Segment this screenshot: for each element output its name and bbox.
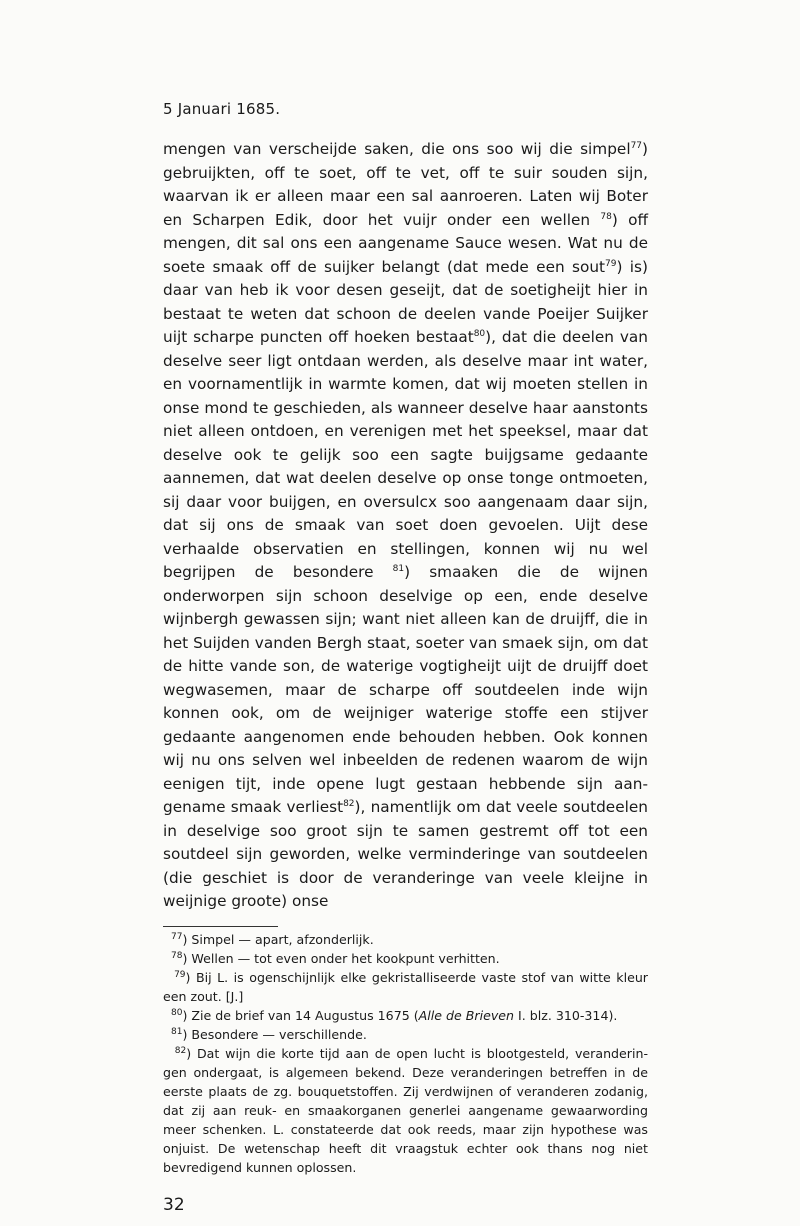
footnote-81 (163, 1025, 648, 1044)
footnote-ref[interactable]: 80 (473, 328, 486, 339)
footnote-mark: 80 (171, 1007, 183, 1018)
footnote-ref[interactable]: 77 (630, 140, 643, 151)
page (163, 100, 648, 1215)
footnote-mark: 78 (171, 950, 183, 961)
footnote-text: ) Wellen — tot even onder het kookpunt verhitten. (182, 950, 500, 966)
footnote-mark: 79 (174, 969, 186, 980)
footnote-ref[interactable]: 81 (392, 563, 405, 574)
text-segment: mengen van verscheijde saken, die ons soo wij die simpel (163, 140, 631, 158)
footnote-82 (163, 1044, 648, 1177)
footnote-mark: 77 (171, 931, 183, 942)
footnote-ref[interactable]: 78 (600, 211, 612, 222)
main-text (163, 138, 648, 914)
footnote-ref[interactable]: 82 (343, 798, 355, 809)
text-segment: ) gebruijkten, off te soet, off te vet, off te suir souden sijn, waarvan ik er alleen maar een sal aanroeren. Laten wij Boter en Scharpen Edik, door het vuijr onder een wellen (163, 140, 648, 229)
footnote-text: ) Bij L. is ogenschijnlijk elke gekristalliseerde vaste stof van witte kleur een zout. [J.] (163, 969, 648, 1004)
footnote-text: I. blz. 310-314). (514, 1007, 618, 1023)
page-number: 32 (163, 1194, 185, 1215)
text-segment: ), dat die deelen van deselve seer ligt ontdaan werden, als deselve maar int water, en voornamentlijk in warmte komen, dat wij moeten stellen in onse mond te geschieden, als wanneer deselve haar aanstonts niet alleen ontdoen, en verenigen met het speeksel, maar dat deselve ook te gelijk soo een sagte buijgsame gedaante aannemen, dat wat deelen deselve op onse tonge ontmoeten, sij daar voor buijgen, en oversulcx soo aangenaam daar sijn, dat sij ons de smaak van soet doen gevoelen. Uijt dese verhaalde observatien en stellingen, konnen wij nu wel begrijpen de besondere (163, 328, 648, 581)
footnote-text: ) Simpel — apart, afzonderlijk. (182, 931, 374, 947)
running-head-date: 5 Januari 1685. (163, 100, 281, 118)
footnote-77 (163, 930, 648, 949)
text-segment: ) smaaken die de wijnen onderworpen sijn schoon deselvige op een, ende deselve wijnbergh gewassen sijn; want niet alleen kan de druijff, die in het Suijden vanden Bergh staat, soeter van smaek sijn, om dat de hitte vande son, de waterige vogtigheijt uijt de druijff doet wegwasemen, maar de scharpe off soutdeelen inde wijn konnen ook, om de weijniger waterige stoffe een stijver gedaante aangenomen ende behouden hebben. Ook konnen wij nu ons selven wel inbeelden de redenen waarom de wijn eenigen tijt, inde opene lugt gestaan hebbende sijn aan- gename smaak verliest (163, 563, 648, 816)
text-segment: ) is) daar van heb ik voor desen geseijt, dat de soetigheijt hier in bestaat te weten dat schoon de deelen vande Poeijer Suijker uijt scharpe puncten off hoeken bestaat (163, 257, 648, 346)
footnote-text: ) Dat wijn die korte tijd aan de open lucht is blootgesteld, veranderin- gen ondergaat, is algemeen bekend. Deze veranderingen betreffen in de eerste plaats de zg. bouquetstoffen. Zij verdwijnen of veranderen zodanig, dat zij aan reuk- en smaakorganen generlei aangename gewaarwording meer schenken. L. constateerde dat ook reeds, maar zijn hypothese was onjuist. De wetenschap heeft dit vraagstuk echter ook thans nog niet bevredigend kunnen oplossen. (163, 1045, 648, 1175)
text-segment: ) off mengen, dit sal ons een aangename Sauce wesen. Wat nu de soete smaak off de suijker belangt (dat mede een sout (163, 210, 649, 276)
footnote-title: Alle de Brieven (418, 1007, 514, 1023)
footnotes (163, 930, 648, 1177)
footnote-ref[interactable]: 79 (605, 258, 617, 269)
text-segment: ), namentlijk om dat veele soutdeelen in deselvige soo groot sijn te samen gestremt off tot een soutdeel sijn geworden, welke verminderinge van soutdeelen (die geschiet is door de veranderinge van veele kleijne in weijnige groote) onse (163, 798, 648, 910)
footnote-text: ) Zie de brief van 14 Augustus 1675 ( (182, 1007, 419, 1023)
footnote-text: ) Besondere — verschillende. (182, 1026, 367, 1042)
footnote-mark: 82 (174, 1045, 187, 1056)
footnote-78 (163, 949, 648, 968)
footnote-divider (163, 926, 278, 927)
footnote-79 (163, 968, 648, 1006)
footnote-mark: 81 (171, 1026, 183, 1037)
footnote-80 (163, 1006, 648, 1025)
